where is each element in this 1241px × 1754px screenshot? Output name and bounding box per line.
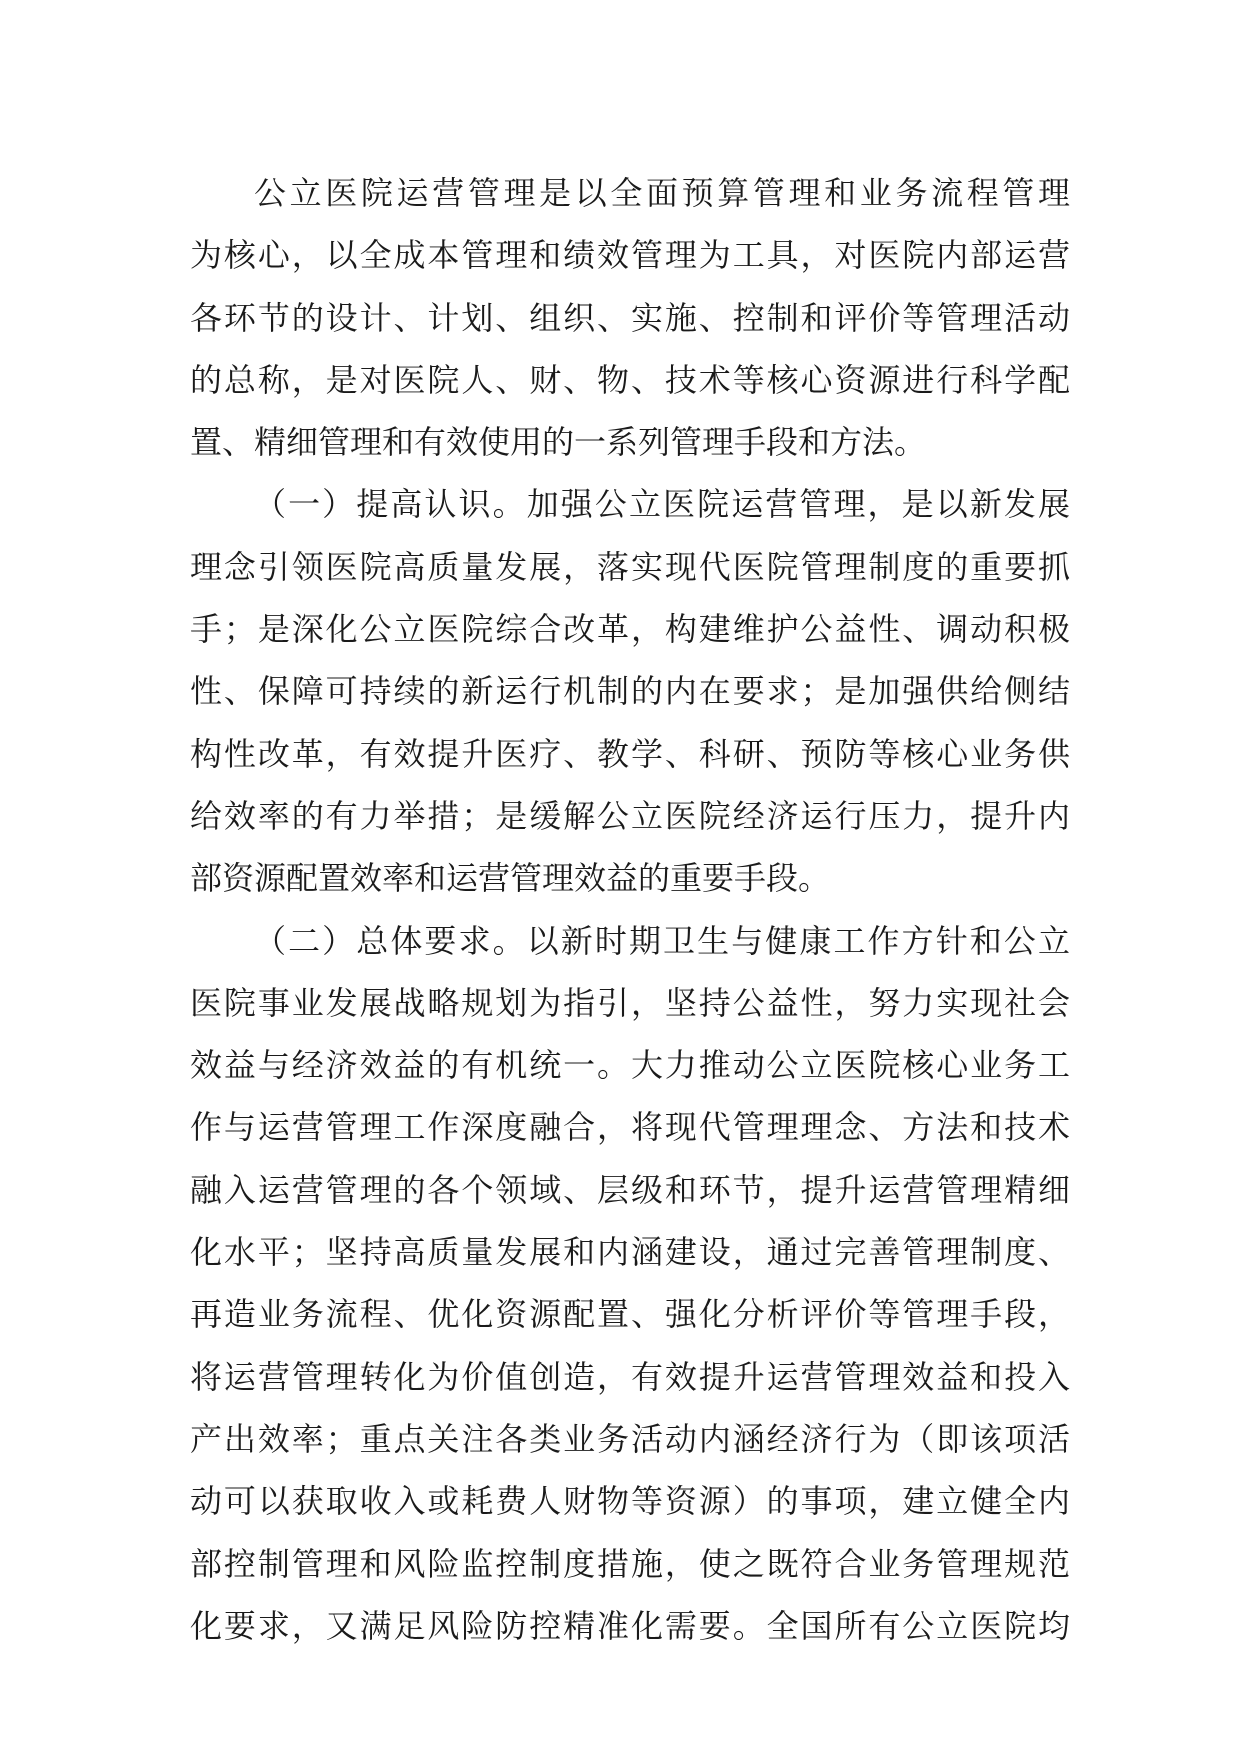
text-line: 各环节的设计、计划、组织、实施、控制和评价等管理活动 [190, 298, 1070, 337]
text-line: 作与运营管理工作深度融合，将现代管理理念、方法和技术 [190, 1108, 1070, 1147]
text-line: 部控制管理和风险监控制度措施，使之既符合业务管理规范 [190, 1544, 1070, 1583]
text-line: 化水平；坚持高质量发展和内涵建设，通过完善管理制度、 [190, 1233, 1070, 1272]
text-line: 融入运营管理的各个领域、层级和环节，提升运营管理精细 [190, 1170, 1070, 1209]
text-line: 再造业务流程、优化资源配置、强化分析评价等管理手段， [190, 1295, 1070, 1334]
body-text [190, 162, 1070, 1657]
text-line: 医院事业发展战略规划为指引，坚持公益性，努力实现社会 [190, 983, 1070, 1022]
text-line: 构性改革，有效提升医疗、教学、科研、预防等核心业务供 [190, 734, 1070, 773]
text-line: 产出效率；重点关注各类业务活动内涵经济行为（即该项活 [190, 1419, 1070, 1458]
text-line: 化要求，又满足风险防控精准化需要。全国所有公立医院均 [190, 1606, 1070, 1645]
text-line: 效益与经济效益的有机统一。大力推动公立医院核心业务工 [190, 1046, 1070, 1085]
text-line: 将运营管理转化为价值创造，有效提升运营管理效益和投入 [190, 1357, 1070, 1396]
text-line: （一）提高认识。加强公立医院运营管理，是以新发展 [254, 485, 1070, 524]
text-line: 给效率的有力举措；是缓解公立医院经济运行压力，提升内 [190, 796, 1070, 835]
text-line: （二）总体要求。以新时期卫生与健康工作方针和公立 [254, 921, 1070, 960]
text-line: 性、保障可持续的新运行机制的内在要求；是加强供给侧结 [190, 672, 1070, 711]
text-line: 置、精细管理和有效使用的一系列管理手段和方法。 [190, 423, 927, 462]
text-line: 手；是深化公立医院综合改革，构建维护公益性、调动积极 [190, 610, 1070, 649]
text-line: 动可以获取收入或耗费人财物等资源）的事项，建立健全内 [190, 1482, 1070, 1521]
text-line: 的总称，是对医院人、财、物、技术等核心资源进行科学配 [190, 360, 1070, 399]
text-line: 公立医院运营管理是以全面预算管理和业务流程管理 [254, 174, 1070, 212]
text-line: 为核心，以全成本管理和绩效管理为工具，对医院内部运营 [190, 236, 1070, 275]
text-line: 理念引领医院高质量发展，落实现代医院管理制度的重要抓 [190, 547, 1070, 586]
text-line: 部资源配置效率和运营管理效益的重要手段。 [190, 859, 831, 898]
